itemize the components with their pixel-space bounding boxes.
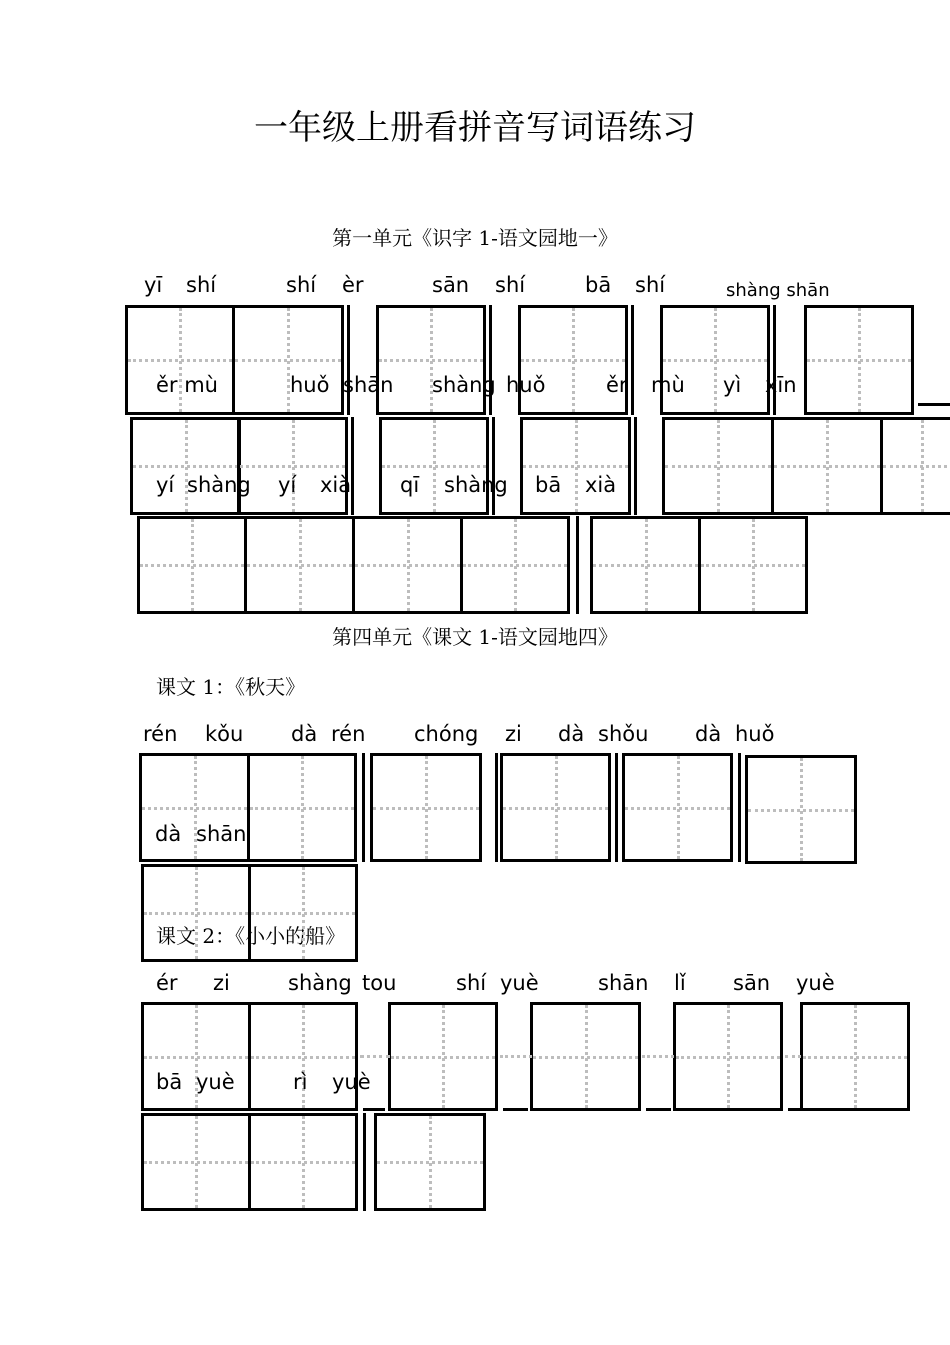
- pinyin-syllable: zi: [213, 971, 230, 995]
- pinyin-syllable: èr: [342, 273, 364, 297]
- pinyin-syllable: mù: [651, 373, 685, 397]
- pinyin-syllable: shǒu: [598, 722, 649, 746]
- writing-box[interactable]: [232, 305, 344, 415]
- pinyin-syllable: shàng: [288, 971, 352, 995]
- writing-box[interactable]: [137, 516, 247, 614]
- writing-box[interactable]: [518, 305, 628, 415]
- page-title: 一年级上册看拼音写词语练习: [254, 108, 696, 148]
- box-divider: [631, 305, 634, 415]
- pinyin-syllable: shān: [598, 971, 649, 995]
- writing-box[interactable]: [388, 1002, 498, 1111]
- pinyin-syllable: xīn: [765, 373, 797, 397]
- box-divider: [576, 516, 579, 614]
- pinyin-syllable: sān: [432, 273, 470, 297]
- writing-box[interactable]: [590, 516, 701, 614]
- pinyin-syllable: kǒu: [205, 722, 244, 746]
- pinyin-syllable: ěr: [606, 373, 628, 397]
- writing-box[interactable]: [237, 417, 348, 515]
- pinyin-syllable: shān: [343, 373, 394, 397]
- pinyin-syllable: shí: [495, 273, 526, 297]
- pinyin-syllable: shí: [635, 273, 666, 297]
- pinyin-syllable: shàng: [432, 373, 496, 397]
- writing-box[interactable]: [352, 516, 463, 614]
- pinyin-syllable: yuè: [796, 971, 835, 995]
- pinyin-syllable: dà: [558, 722, 585, 746]
- box-divider: [738, 753, 741, 862]
- writing-box[interactable]: [141, 1113, 251, 1211]
- section-heading-unit4: 第四单元《课文 1-语文园地四》: [332, 625, 618, 649]
- pinyin-syllable: yuè: [196, 1070, 235, 1094]
- pinyin-syllable: huǒ: [506, 373, 546, 397]
- writing-box[interactable]: [141, 864, 251, 962]
- pinyin-syllable: qī: [400, 473, 420, 497]
- pinyin-syllable: yí: [156, 473, 175, 497]
- writing-box[interactable]: [662, 417, 774, 515]
- writing-box[interactable]: [141, 1002, 251, 1111]
- section-heading-unit1: 第一单元《识字 1-语文园地一》: [332, 226, 618, 250]
- box-divider: [646, 1108, 671, 1111]
- pinyin-syllable: rén: [331, 722, 366, 746]
- pinyin-syllable: zi: [505, 722, 522, 746]
- box-divider: [362, 753, 365, 862]
- writing-box[interactable]: [125, 305, 235, 415]
- pinyin-syllable: yì: [723, 373, 742, 397]
- guide-line: [642, 1055, 674, 1058]
- writing-box[interactable]: [460, 516, 570, 614]
- pinyin-syllable: shí: [186, 273, 217, 297]
- box-divider: [363, 1108, 385, 1111]
- writing-box[interactable]: [880, 417, 950, 515]
- box-divider: [773, 305, 776, 415]
- pinyin-syllable: yuè: [332, 1070, 371, 1094]
- box-divider: [363, 1113, 366, 1211]
- pinyin-syllable: bā: [585, 273, 612, 297]
- writing-box[interactable]: [622, 753, 733, 862]
- pinyin-syllable: huǒ: [735, 722, 775, 746]
- pinyin-syllable: lǐ: [674, 971, 686, 995]
- box-divider: [492, 417, 495, 515]
- pinyin-syllable: xià: [585, 473, 617, 497]
- writing-box[interactable]: [673, 1002, 783, 1111]
- writing-box[interactable]: [374, 1113, 486, 1211]
- pinyin-syllable: shàng: [187, 473, 251, 497]
- lesson-heading-1: 课文 1：《秋天》: [156, 675, 306, 699]
- pinyin-syllable: dà: [695, 722, 722, 746]
- pinyin-syllable: dà: [291, 722, 318, 746]
- pinyin-syllable: rì: [293, 1070, 308, 1094]
- writing-box[interactable]: [745, 755, 857, 864]
- writing-box[interactable]: [698, 516, 808, 614]
- box-divider: [634, 417, 637, 515]
- guide-line: [360, 1055, 390, 1058]
- writing-box[interactable]: [530, 1002, 641, 1111]
- box-divider: [495, 753, 498, 862]
- pinyin-syllable: tou: [362, 971, 397, 995]
- pinyin-syllable: yuè: [500, 971, 539, 995]
- writing-box[interactable]: [500, 753, 611, 862]
- box-divider: [615, 753, 618, 862]
- lesson-heading-2: 课文 2：《小小的船》: [156, 924, 346, 948]
- box-divider: [489, 305, 492, 415]
- writing-box[interactable]: [247, 753, 357, 862]
- guide-line: [785, 1055, 801, 1058]
- box-divider: [503, 1108, 528, 1111]
- box-divider: [347, 305, 350, 415]
- pinyin-syllable: shàng: [444, 473, 508, 497]
- writing-box[interactable]: [660, 305, 770, 415]
- box-divider: [351, 417, 354, 515]
- pinyin-syllable: sān: [733, 971, 771, 995]
- pinyin-syllable: ér: [156, 971, 178, 995]
- writing-box[interactable]: [248, 1113, 358, 1211]
- writing-box[interactable]: [376, 305, 486, 415]
- writing-box[interactable]: [244, 516, 355, 614]
- pinyin-syllable: dà: [155, 822, 182, 846]
- pinyin-syllable: shí: [456, 971, 487, 995]
- pinyin-syllable: bā: [535, 473, 562, 497]
- pinyin-syllable: yī: [144, 273, 163, 297]
- pinyin-syllable: bā: [156, 1070, 183, 1094]
- writing-box[interactable]: [379, 417, 489, 515]
- pinyin-syllable: rén: [143, 722, 178, 746]
- pinyin-syllable: yí: [278, 473, 297, 497]
- writing-box[interactable]: [370, 753, 482, 862]
- box-divider: [918, 403, 950, 406]
- pinyin-syllable: huǒ: [290, 373, 330, 397]
- pinyin-syllable: chóng: [414, 722, 479, 746]
- pinyin-syllable: shàng shān: [726, 280, 830, 301]
- writing-box[interactable]: [804, 305, 914, 415]
- guide-line: [500, 1055, 532, 1058]
- pinyin-syllable: ěr mù: [156, 373, 218, 397]
- writing-box[interactable]: [130, 417, 241, 515]
- writing-box[interactable]: [800, 1002, 910, 1111]
- box-divider: [788, 1108, 800, 1111]
- writing-box[interactable]: [248, 1002, 358, 1111]
- pinyin-syllable: shí: [286, 273, 317, 297]
- pinyin-syllable: shān: [196, 822, 247, 846]
- writing-box[interactable]: [771, 417, 883, 515]
- pinyin-syllable: xià: [320, 473, 352, 497]
- writing-box[interactable]: [248, 864, 358, 962]
- writing-box[interactable]: [520, 417, 631, 515]
